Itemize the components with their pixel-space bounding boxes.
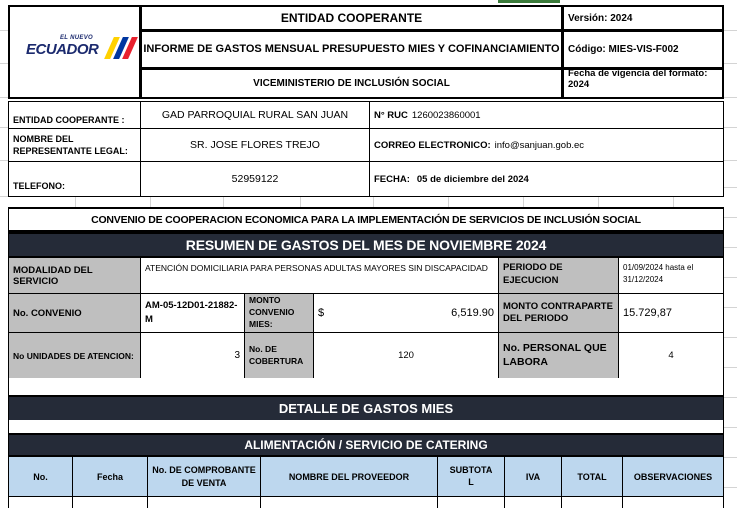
cobertura-label: No. DE COBERTURA	[244, 332, 314, 379]
modalidad-value[interactable]: ATENCIÓN DOMICILIARIA PARA PERSONAS ADULTAS MAYORES SIN DISCAPACIDAD	[140, 257, 499, 294]
gridline	[0, 63, 8, 64]
meta-code: Código: MIES-VIS-F002	[562, 30, 724, 69]
col-header-comprobante: No. DE COMPROBANTE DE VENTA	[147, 456, 261, 497]
gridline	[724, 127, 737, 128]
contraparte-value[interactable]: 15.729,87	[618, 293, 724, 333]
gridline	[724, 277, 737, 278]
gridline	[724, 367, 737, 368]
ecuador-logo	[26, 35, 131, 67]
currency-symbol: $	[318, 307, 325, 319]
ruc-value: 1260023860001	[411, 109, 481, 121]
ruc-cell[interactable]	[369, 101, 724, 129]
empty-cell-subtotal[interactable]	[437, 496, 505, 508]
empty-cell-no[interactable]	[8, 496, 73, 508]
green-cell-marker	[498, 0, 560, 3]
logo-top-text: EL NUEVO	[60, 35, 93, 41]
gridline	[0, 160, 8, 161]
spacer-row	[8, 378, 724, 396]
logo-cell	[8, 5, 141, 99]
gridline	[724, 30, 737, 31]
gridline	[724, 217, 737, 218]
correo-value: info@sanjuan.gob.ec	[494, 139, 585, 151]
unidades-label: No UNIDADES DE ATENCION:	[8, 332, 141, 379]
gridline	[724, 63, 737, 64]
personal-label: No. PERSONAL QUE LABORA	[498, 332, 619, 379]
no-convenio-label: No. CONVENIO	[8, 293, 141, 333]
gridline	[724, 160, 737, 161]
gridline	[448, 197, 449, 207]
spacer-row	[8, 420, 724, 434]
correo-label: CORREO ELECTRONICO:	[374, 139, 491, 151]
empty-cell-comprobante[interactable]	[147, 496, 261, 508]
ruc-label: N° RUC	[374, 109, 408, 121]
meta-version: Versión: 2024	[562, 5, 724, 31]
gridline	[223, 197, 224, 207]
empty-cell-fecha[interactable]	[72, 496, 148, 508]
meta-validity	[562, 68, 724, 99]
empty-cell-proveedor[interactable]	[260, 496, 438, 508]
col-header-no: No.	[8, 456, 73, 497]
fecha-cell[interactable]	[369, 161, 724, 197]
logo-name-text: ECUADOR	[26, 41, 99, 58]
contraparte-label: MONTO CONTRAPARTE DEL PERIODO	[498, 293, 619, 333]
telefono-value[interactable]: 52959122	[140, 161, 370, 197]
unidades-value[interactable]: 3	[140, 332, 245, 379]
col-header-subtotal-text: SUBTOTAL	[449, 464, 493, 487]
convenio-band: CONVENIO DE COOPERACION ECONOMICA PARA LA IMPLEMENTACIÓN DE SERVICIOS DE INCLUSIÓN SOCIAL	[8, 207, 724, 233]
representante-label: NOMBRE DEL REPRESENTANTE LEGAL:	[8, 128, 141, 162]
gridline	[150, 197, 151, 207]
periodo-label: PERIODO DE EJECUCION	[498, 257, 619, 294]
catering-band: ALIMENTACIÓN / SERVICIO DE CATERING	[8, 434, 724, 456]
resumen-title-band: RESUMEN DE GASTOS DEL MES DE NOVIEMBRE 2024	[8, 233, 724, 257]
gridline	[300, 197, 301, 207]
monto-mies-value-cell[interactable]	[313, 293, 499, 333]
gridline	[523, 197, 524, 207]
col-header-iva: IVA	[504, 456, 562, 497]
personal-value[interactable]: 4	[618, 332, 724, 379]
gridline	[0, 196, 8, 197]
correo-cell[interactable]	[369, 128, 724, 162]
monto-mies-value: 6,519.90	[451, 307, 494, 319]
col-header-observaciones: OBSERVACIONES	[622, 456, 724, 497]
gridline	[724, 187, 737, 188]
gridline	[373, 197, 374, 207]
gridline	[75, 197, 76, 207]
gridline	[0, 97, 8, 98]
gridline	[724, 337, 737, 338]
col-header-subtotal	[437, 456, 505, 497]
form-department: VICEMINISTERIO DE INCLUSIÓN SOCIAL	[140, 68, 563, 99]
detalle-band: DETALLE DE GASTOS MIES	[8, 396, 724, 421]
no-convenio-value[interactable]: AM-05-12D01-21882-M	[140, 293, 245, 333]
form-subtitle: INFORME DE GASTOS MENSUAL PRESUPUESTO MIES Y COFINANCIAMIENTO	[140, 30, 563, 69]
monto-mies-label: MONTO CONVENIO MIES:	[244, 293, 314, 333]
periodo-value[interactable]: 01/09/2024 hasta el 31/12/2024	[618, 257, 724, 294]
gridline	[724, 427, 737, 428]
gridline	[598, 197, 599, 207]
gridline	[724, 97, 737, 98]
modalidad-label: MODALIDAD DEL SERVICIO	[8, 257, 141, 294]
col-header-proveedor: NOMBRE DEL PROVEEDOR	[260, 456, 438, 497]
fecha-label: FECHA:	[374, 173, 410, 185]
col-header-total: TOTAL	[561, 456, 623, 497]
entidad-label: ENTIDAD COOPERANTE :	[8, 101, 141, 129]
empty-cell-total[interactable]	[561, 496, 623, 508]
gridline	[673, 197, 674, 207]
gridline	[724, 397, 737, 398]
gridline	[724, 457, 737, 458]
representante-value[interactable]: SR. JOSE FLORES TREJO	[140, 128, 370, 162]
gridline	[0, 30, 8, 31]
gridline	[724, 487, 737, 488]
gridline	[0, 127, 8, 128]
gridline	[724, 247, 737, 248]
meta-validity-text: Fecha de vigencia del formato: 2024	[568, 68, 708, 90]
fecha-value: 05 de diciembre del 2024	[416, 173, 529, 185]
telefono-label: TELEFONO:	[8, 161, 141, 197]
gridline	[724, 307, 737, 308]
empty-cell-iva[interactable]	[504, 496, 562, 508]
col-header-fecha: Fecha	[72, 456, 148, 497]
empty-cell-observaciones[interactable]	[622, 496, 724, 508]
cobertura-value[interactable]: 120	[313, 332, 499, 379]
form-title: ENTIDAD COOPERANTE	[140, 5, 563, 31]
entidad-value[interactable]: GAD PARROQUIAL RURAL SAN JUAN	[140, 101, 370, 129]
